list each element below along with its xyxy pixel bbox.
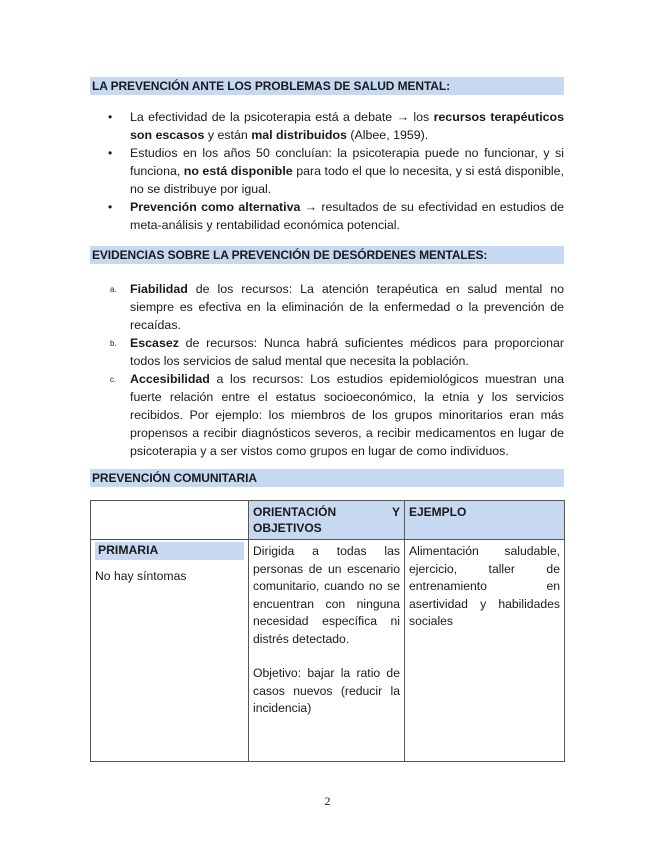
list-item: • La efectividad de la psicoterapia está a debate → los recursos terapéuticos son escasos y están mal distribuidos (Albee, 1959). (108, 110, 565, 142)
bullet-icon: • (108, 146, 113, 160)
table-header-example: EJEMPLO (405, 501, 565, 540)
table-row (91, 540, 565, 762)
list-item: • Prevención como alternativa → resultados de su efectividad en estudios de meta-análisis y rentabilidad económica potencial. (108, 200, 564, 232)
list-item: a. Fiabilidad de los recursos: La atención terapéutica en salud mental no siempre es efectiva en la eliminación de la enfermedad o la prevención de recaídas. (110, 282, 564, 332)
table-cell-orientation: Dirigida a todas las personas de un escenario comunitario, cuando no se encuentran con ninguna necesidad específica ni distrés detectado. Objetivo: bajar la ratio de casos nuevos (reducir la incidencia) (249, 540, 405, 762)
table-header-row (91, 501, 565, 540)
prevention-bullet-list (108, 108, 564, 234)
prevention-table (90, 500, 565, 762)
section-heading-prevencion-comunitaria: PREVENCIÓN COMUNITARIA (90, 469, 564, 487)
list-marker: c. (110, 375, 117, 384)
list-item: c. Accesibilidad a los recursos: Los estudios epidemiológicos muestran una fuerte relación entre el estatus socioeconómico, la etnia y los servicios recibidos. Por ejemplo: los miembros de los grupos minoritarios eran más propensos a recibir diagnósticos severos, a recibir medicamentos en lugar de psicoterapia y a ser vistos como grupos en lugar de como individuos. (110, 372, 564, 458)
list-marker: b. (110, 339, 117, 348)
table-cell-level (91, 540, 249, 762)
table-header-orientation: ORIENTACIÓN Y OBJETIVOS (249, 501, 405, 540)
evidence-lettered-list (108, 280, 564, 460)
list-marker: a. (110, 285, 117, 294)
section-heading-prevencion-salud-mental: LA PREVENCIÓN ANTE LOS PROBLEMAS DE SALUD MENTAL: (90, 77, 564, 95)
list-item: b. Escasez de recursos: Nunca habrá suficientes médicos para proporcionar todos los servicios de salud mental que necesita la población. (110, 336, 564, 368)
bullet-icon: • (108, 110, 113, 124)
level-label-primaria: PRIMARIA (95, 542, 244, 560)
list-item: • Estudios en los años 50 concluían: la psicoterapia puede no funcionar, y si funciona, no está disponible para todo el que lo necesita, y si está disponible, no se distribuye por igual. (108, 146, 565, 196)
table-cell-example: Alimentación saludable, ejercicio, taller de entrenamiento en asertividad y habilidades sociales (405, 540, 565, 762)
level-sublabel: No hay síntomas (95, 568, 187, 583)
page-number: 2 (324, 794, 331, 808)
table-header-empty-cell (91, 501, 249, 540)
bullet-icon: • (108, 200, 113, 214)
section-heading-evidencias: EVIDENCIAS SOBRE LA PREVENCIÓN DE DESÓRDENES MENTALES: (90, 246, 564, 264)
